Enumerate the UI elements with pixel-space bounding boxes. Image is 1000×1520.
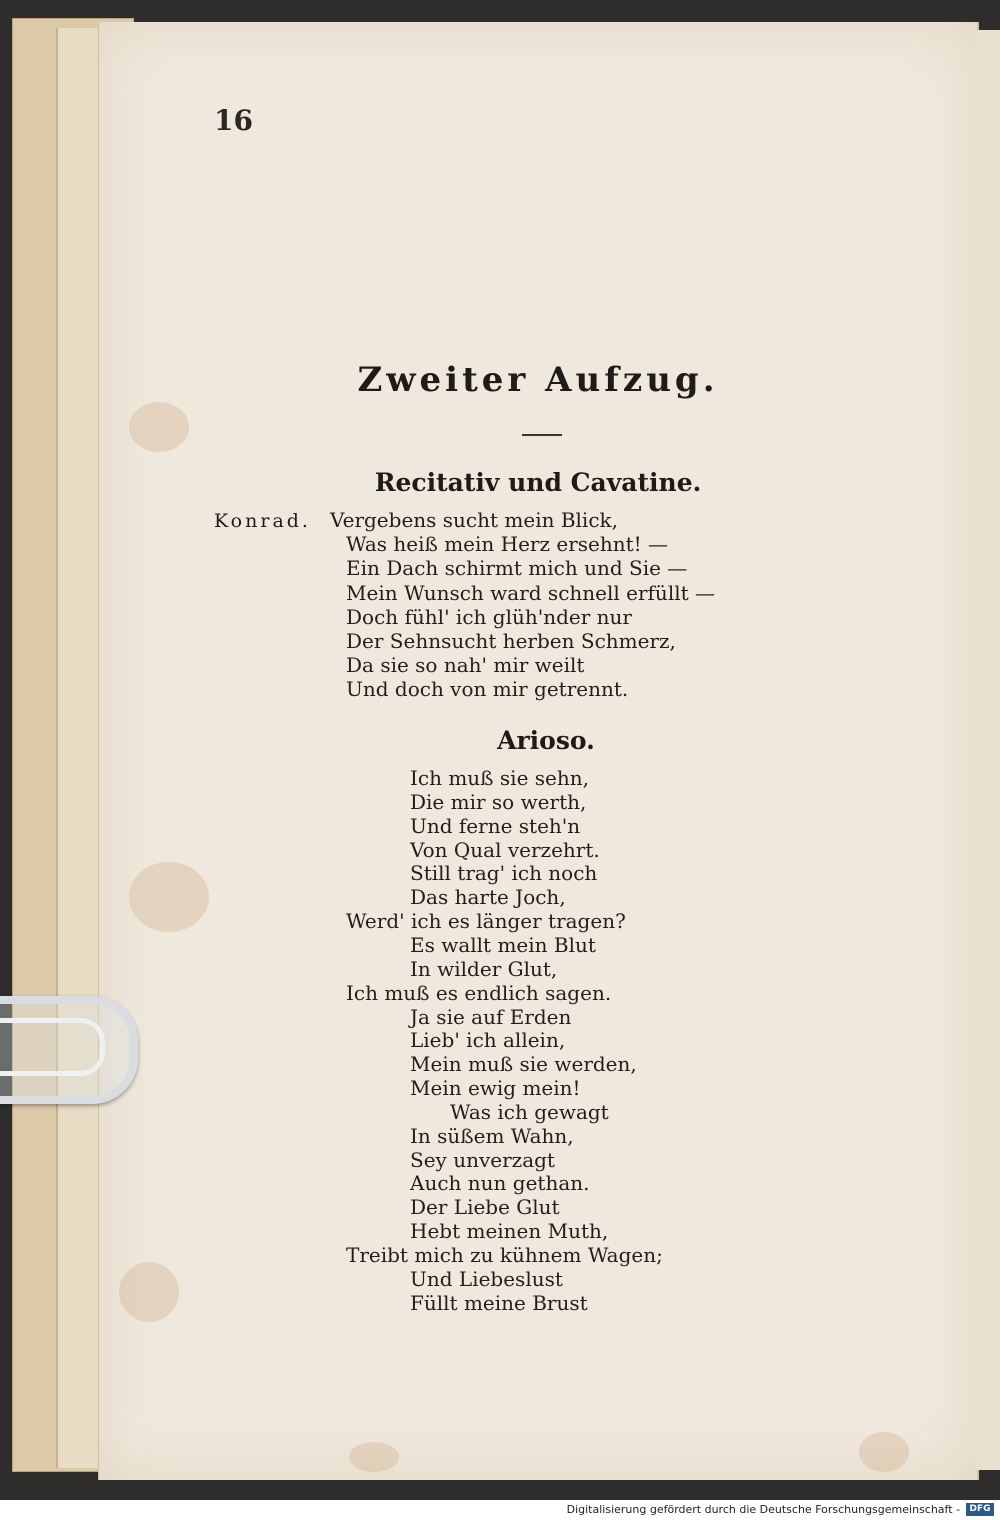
recitative-line: Und doch von mir getrennt.	[346, 677, 629, 702]
arioso-line: In süßem Wahn,	[410, 1123, 574, 1148]
recitative-line: Doch fühl' ich glüh'nder nur	[346, 604, 632, 629]
recitative-line: Der Sehnsucht herben Schmerz,	[346, 629, 676, 653]
recitative-line: Da sie so nah' mir weilt	[346, 653, 585, 678]
dfg-logo: DFG	[966, 1503, 994, 1516]
arioso-line: Von Qual verzehrt.	[410, 837, 600, 862]
title-rule	[522, 434, 562, 436]
arioso-line: Sey unverzagt	[410, 1147, 555, 1172]
arioso-line: Ich muß es endlich sagen.	[346, 980, 612, 1005]
arioso-line: Der Liebe Glut	[410, 1195, 560, 1220]
arioso-line: Die mir so werth,	[410, 789, 587, 814]
arioso-line: Ich muß sie sehn,	[410, 766, 589, 790]
arioso-line: Ja sie auf Erden	[410, 1004, 572, 1029]
section-title-arioso: Arioso.	[497, 726, 595, 755]
footer-bar	[0, 1500, 1000, 1520]
arioso-line: Was ich gewagt	[450, 1099, 609, 1124]
recitative-line: Mein Wunsch ward schnell erfüllt —	[346, 580, 716, 605]
recitative-line: Vergebens sucht mein Blick,	[330, 508, 619, 532]
arioso-line: Und ferne steh'n	[410, 813, 581, 838]
page-number: 16	[214, 104, 253, 137]
arioso-line: Füllt meine Brust	[410, 1290, 588, 1315]
arioso-line: Lieb' ich allein,	[410, 1028, 566, 1053]
arioso-line: Still trag' ich noch	[410, 861, 598, 886]
arioso-line: Auch nun gethan.	[410, 1171, 590, 1196]
section-title-recitativ: Recitativ und Cavatine.	[374, 468, 702, 497]
arioso-line: Und Liebeslust	[410, 1266, 563, 1291]
arioso-line: Treibt mich zu kühnem Wagen;	[346, 1243, 663, 1267]
paper-clip-inner	[0, 1018, 105, 1076]
arioso-line: Es wallt mein Blut	[410, 932, 596, 957]
act-title: Zweiter Aufzug.	[357, 360, 719, 400]
footer-credit: Digitalisierung gefördert durch die Deutsche Forschungsgemeinschaft -	[566, 1503, 960, 1516]
arioso-line: In wilder Glut,	[410, 956, 558, 981]
speaker-name: Konrad.	[214, 510, 311, 532]
recitative-line: Was heiß mein Herz ersehnt! —	[346, 532, 669, 557]
arioso-line: Werd' ich es länger tragen?	[346, 909, 626, 934]
recitative-line: Ein Dach schirmt mich und Sie —	[346, 556, 688, 581]
arioso-line: Hebt meinen Muth,	[410, 1219, 609, 1244]
arioso-line: Mein muß sie werden,	[410, 1052, 637, 1077]
arioso-line: Das harte Joch,	[410, 885, 566, 910]
arioso-line: Mein ewig mein!	[410, 1076, 581, 1101]
